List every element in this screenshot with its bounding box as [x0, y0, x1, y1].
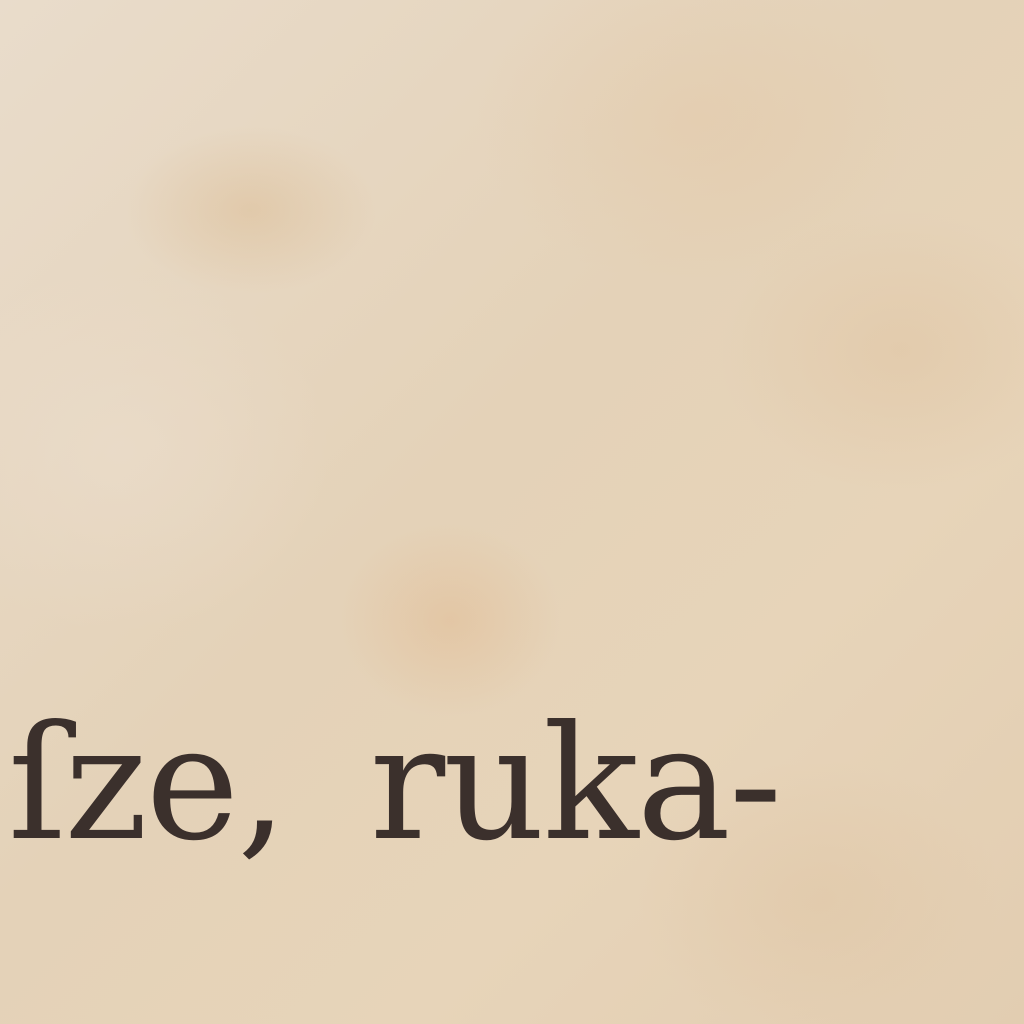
text-line: ſze, ruka-	[8, 692, 781, 876]
